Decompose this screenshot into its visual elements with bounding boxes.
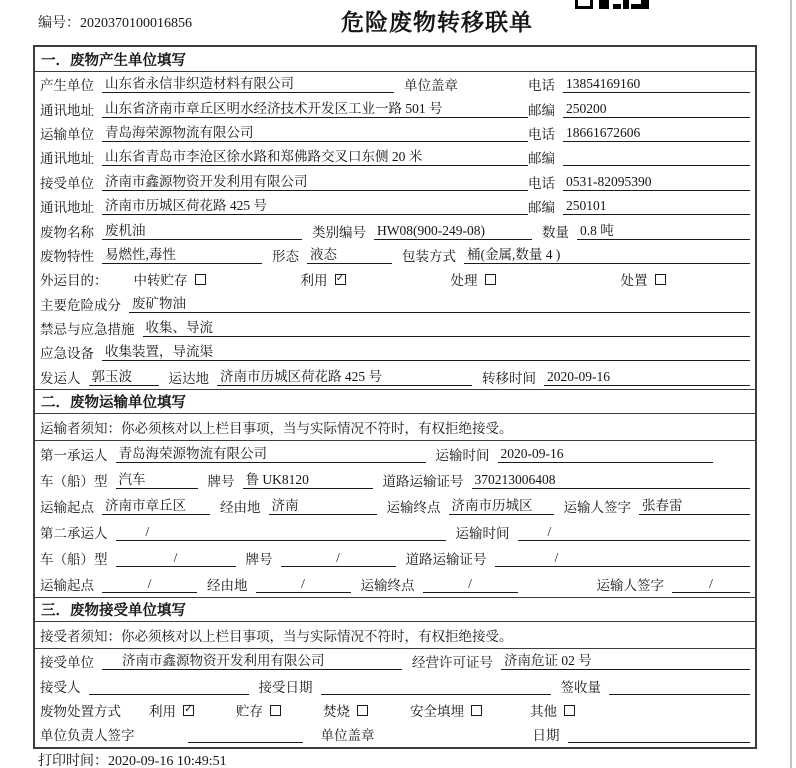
landfill-checkbox: [471, 705, 482, 716]
postcode-group: [528, 99, 750, 119]
form-number-value: 2020370100016856: [80, 16, 192, 31]
carrier-signature-label: 运输人签字: [596, 578, 664, 594]
use-checkbox: [183, 705, 194, 716]
disposal-other-option: [530, 700, 575, 720]
outbound-purpose-row: [35, 267, 755, 291]
receiving-unit-row: [35, 649, 755, 673]
emergency-measures-value: 收集、导流: [143, 319, 751, 337]
transport-time-value: 2020-09-16: [498, 445, 713, 463]
carrier-signature-value: 张春雷: [639, 497, 750, 515]
receiver-notice-text: 接受者须知：你必须核对以上栏目事项，当与实际情况不符时，有权拒绝接受。: [40, 629, 513, 645]
hazard-component-value: 废矿物油: [129, 295, 750, 313]
origin-value: 济南市章丘区: [102, 497, 210, 515]
quantity-value: 0.8 吨: [577, 222, 750, 240]
date-value: [568, 725, 751, 743]
disposal-incineration-option: [323, 700, 368, 720]
phone-value: 0531-82095390: [563, 173, 750, 191]
receiver-unit-label: 接受单位: [40, 175, 94, 191]
destination-label: 运达地: [168, 370, 209, 386]
option-label: 其他: [530, 704, 557, 720]
phone-group: [528, 74, 750, 94]
phone-label: 电话: [528, 78, 555, 94]
second-carrier-value: /: [116, 523, 446, 541]
transfer-storage-checkbox: [195, 274, 206, 285]
plate-number-value: 鲁 UK8120: [243, 471, 373, 489]
plate-number-label: 牌号: [245, 552, 273, 568]
carrier-notice-text: 运输者须知：你必须核对以上栏目事项，当与实际情况不符时，有权拒绝接受。: [40, 421, 513, 437]
first-carrier-label: 第一承运人: [40, 448, 108, 464]
phone-value: 18661672606: [563, 124, 750, 142]
print-time-label: 打印时间：: [38, 754, 108, 768]
road-permit-label: 道路运输证号: [382, 474, 464, 490]
form-number-label: 编号：: [38, 16, 80, 31]
option-label: 利用: [149, 704, 176, 720]
postcode-label: 邮编: [528, 151, 555, 167]
address-label: 通讯地址: [40, 200, 94, 216]
option-label: 中转贮存: [133, 273, 188, 289]
purpose-disposal-option: [621, 269, 666, 289]
receive-date-label: 接受日期: [258, 679, 313, 695]
disposal-storage-option: [236, 700, 281, 720]
origin-label: 运输起点: [40, 578, 94, 594]
terminus-label: 运输终点: [386, 500, 441, 516]
shipper-label: 发运人: [40, 370, 81, 386]
road-permit-value: 370213006408: [472, 471, 751, 489]
first-carrier-value: 青岛海荣源物流有限公司: [116, 445, 426, 463]
disposal-method-row: [35, 698, 755, 722]
address-label: 通讯地址: [40, 151, 94, 167]
carrier-notice-row: [35, 414, 755, 441]
disposal-use-option: [149, 700, 194, 720]
category-code-value: HW08(900-249-08): [374, 222, 532, 240]
receiver-person-value: [89, 677, 249, 695]
generator-address-value: 山东省济南市章丘区明水经济技术开发区工业一路 501 号: [102, 100, 528, 118]
carrier-signature-label: 运输人签字: [563, 500, 631, 516]
option-label: 安全填埋: [410, 704, 464, 720]
category-code-label: 类别编号: [312, 224, 366, 240]
option-label: 贮存: [236, 704, 263, 720]
generator-unit-value: 山东省永信非织造材料有限公司: [102, 75, 394, 93]
postcode-label: 邮编: [528, 102, 555, 118]
terminus-value: /: [423, 575, 518, 593]
disposal-landfill-option: [410, 700, 482, 720]
signed-quantity-label: 签收量: [560, 679, 601, 695]
transport-time-label: 运输时间: [435, 448, 490, 464]
section3-header: 三．废物接受单位填写: [35, 597, 755, 622]
phone-group: [528, 123, 750, 143]
form-number: [38, 12, 192, 32]
quantity-label: 数量: [542, 224, 569, 240]
plate-number-value: /: [281, 549, 396, 567]
shipper-value: 郭玉波: [89, 368, 159, 386]
receiving-unit-value: 济南市鑫源物资开发利用有限公司: [102, 652, 402, 670]
receiver-person-row: [35, 673, 755, 697]
waste-property-label: 废物特性: [40, 248, 94, 264]
responsible-signature-value: [188, 725, 303, 743]
plate-number-label: 牌号: [207, 474, 235, 490]
form-state-value: 液态: [307, 246, 392, 264]
vehicle-type-row-2: [35, 545, 755, 571]
other-checkbox: [564, 705, 575, 716]
use-checkbox: [335, 274, 346, 285]
option-label: 焚烧: [323, 704, 350, 720]
emergency-measures-row: [35, 316, 755, 340]
receiver-notice-row: [35, 622, 755, 649]
terminus-label: 运输终点: [360, 578, 415, 594]
postcode-group: [528, 196, 750, 216]
form-header: [0, 0, 796, 45]
phone-label: 电话: [528, 175, 555, 191]
incineration-checkbox: [357, 705, 368, 716]
packaging-value: 桶(金属,数量 4 ): [464, 246, 750, 264]
vehicle-type-row: [35, 467, 755, 493]
date-label: 日期: [532, 728, 560, 744]
postcode-value: [563, 148, 750, 166]
waste-name-label: 废物名称: [40, 224, 94, 240]
first-carrier-row: [35, 441, 755, 467]
receiver-person-label: 接受人: [40, 679, 81, 695]
postcode-value: 250101: [563, 197, 750, 215]
transfer-date-value: 2020-09-16: [544, 368, 750, 386]
unit-seal-label: 单位盖章: [404, 78, 458, 94]
road-permit-label: 道路运输证号: [405, 552, 487, 568]
postcode-group: [528, 147, 750, 167]
option-label: 利用: [300, 273, 328, 289]
postcode-value: 250200: [563, 100, 750, 118]
checkbox-mark: ✓: [184, 704, 193, 716]
shipper-row: [35, 365, 755, 389]
signed-quantity-value: [609, 677, 750, 695]
storage-checkbox: [270, 705, 281, 716]
disposal-checkbox: [655, 274, 666, 285]
vehicle-type-value: /: [116, 549, 236, 567]
waste-property-row: [35, 243, 755, 267]
waste-property-value: 易燃性,毒性: [102, 246, 262, 264]
transport-address-row: [35, 145, 755, 169]
origin-value: /: [102, 575, 197, 593]
page-edge-line: [790, 0, 792, 768]
responsible-signature-row: [35, 722, 755, 746]
emergency-equipment-row: [35, 340, 755, 364]
transfer-date-label: 转移时间: [482, 370, 536, 386]
option-label: 处置: [620, 273, 648, 289]
transport-time-label: 运输时间: [455, 526, 510, 542]
destination-value: 济南市历城区荷花路 425 号: [217, 368, 472, 386]
license-number-label: 经营许可证号: [412, 655, 493, 671]
checkbox-mark: ✓: [335, 273, 345, 285]
unit-seal-label: 单位盖章: [320, 728, 375, 744]
emergency-measures-label: 禁忌与应急措施: [40, 322, 135, 338]
transport-address-value: 山东省青岛市李沧区徐水路和郑佛路交叉口东侧 20 米: [102, 148, 528, 166]
section1-header: 一．废物产生单位填写: [35, 47, 755, 72]
transport-time-value: /: [518, 523, 751, 541]
receiver-address-value: 济南市历城区荷花路 425 号: [102, 197, 528, 215]
vehicle-type-label: 车（船）型: [40, 474, 108, 490]
hazard-component-label: 主要危险成分: [40, 297, 121, 313]
phone-label: 电话: [528, 126, 555, 142]
treatment-checkbox: [485, 274, 496, 285]
phone-group: [528, 172, 750, 192]
vehicle-type-value: 汽车: [116, 471, 198, 489]
hazard-component-row: [35, 292, 755, 316]
receive-date-value: [321, 677, 551, 695]
receiver-unit-row: [35, 170, 755, 194]
form-state-label: 形态: [272, 248, 299, 264]
transfer-form-table: [33, 45, 757, 749]
emergency-equipment-value: 收集装置，导流渠: [102, 343, 750, 361]
packaging-label: 包装方式: [402, 248, 456, 264]
address-label: 通讯地址: [40, 102, 94, 118]
form-title: 危险废物转移联单: [341, 9, 533, 35]
generator-address-row: [35, 96, 755, 120]
print-time-value: 2020-09-16 10:49:51: [108, 754, 227, 768]
receiving-unit-label: 接受单位: [40, 655, 94, 671]
purpose-treatment-option: [451, 269, 496, 289]
origin-label: 运输起点: [40, 500, 94, 516]
via-value: /: [256, 575, 351, 593]
waste-name-row: [35, 218, 755, 242]
terminus-value: 济南市历城区: [449, 497, 554, 515]
purpose-transfer-storage-option: [134, 269, 206, 289]
waste-name-value: 废机油: [102, 222, 302, 240]
section2-header: 二．废物运输单位填写: [35, 389, 755, 414]
receiver-address-row: [35, 194, 755, 218]
emergency-equipment-label: 应急设备: [40, 346, 94, 362]
license-number-value: 济南危证 02 号: [501, 652, 750, 670]
second-carrier-label: 第二承运人: [40, 526, 108, 542]
purpose-use-option: [301, 269, 346, 289]
via-label: 经由地: [207, 578, 248, 594]
via-value: 济南: [269, 497, 377, 515]
phone-value: 13854169160: [563, 75, 750, 93]
route-row: [35, 493, 755, 519]
transport-unit-value: 青岛海荣源物流有限公司: [102, 124, 528, 142]
disposal-method-label: 废物处置方式: [40, 704, 121, 720]
postcode-label: 邮编: [528, 200, 555, 216]
second-carrier-row: [35, 519, 755, 545]
via-label: 经由地: [220, 500, 261, 516]
transport-unit-row: [35, 121, 755, 145]
responsible-signature-label: 单位负责人签字: [40, 728, 135, 744]
generator-unit-row: [35, 72, 755, 96]
road-permit-value: /: [495, 549, 751, 567]
receiver-unit-value: 济南市鑫源物资开发利用有限公司: [102, 173, 528, 191]
transport-unit-label: 运输单位: [40, 126, 94, 142]
carrier-signature-value: /: [672, 575, 750, 593]
vehicle-type-label: 车（船）型: [40, 552, 108, 568]
option-label: 处理: [450, 273, 478, 289]
outbound-purpose-label: 外运目的：: [40, 273, 108, 289]
print-time: [38, 750, 227, 768]
generator-unit-label: 产生单位: [40, 78, 94, 94]
route-row-2: [35, 571, 755, 597]
